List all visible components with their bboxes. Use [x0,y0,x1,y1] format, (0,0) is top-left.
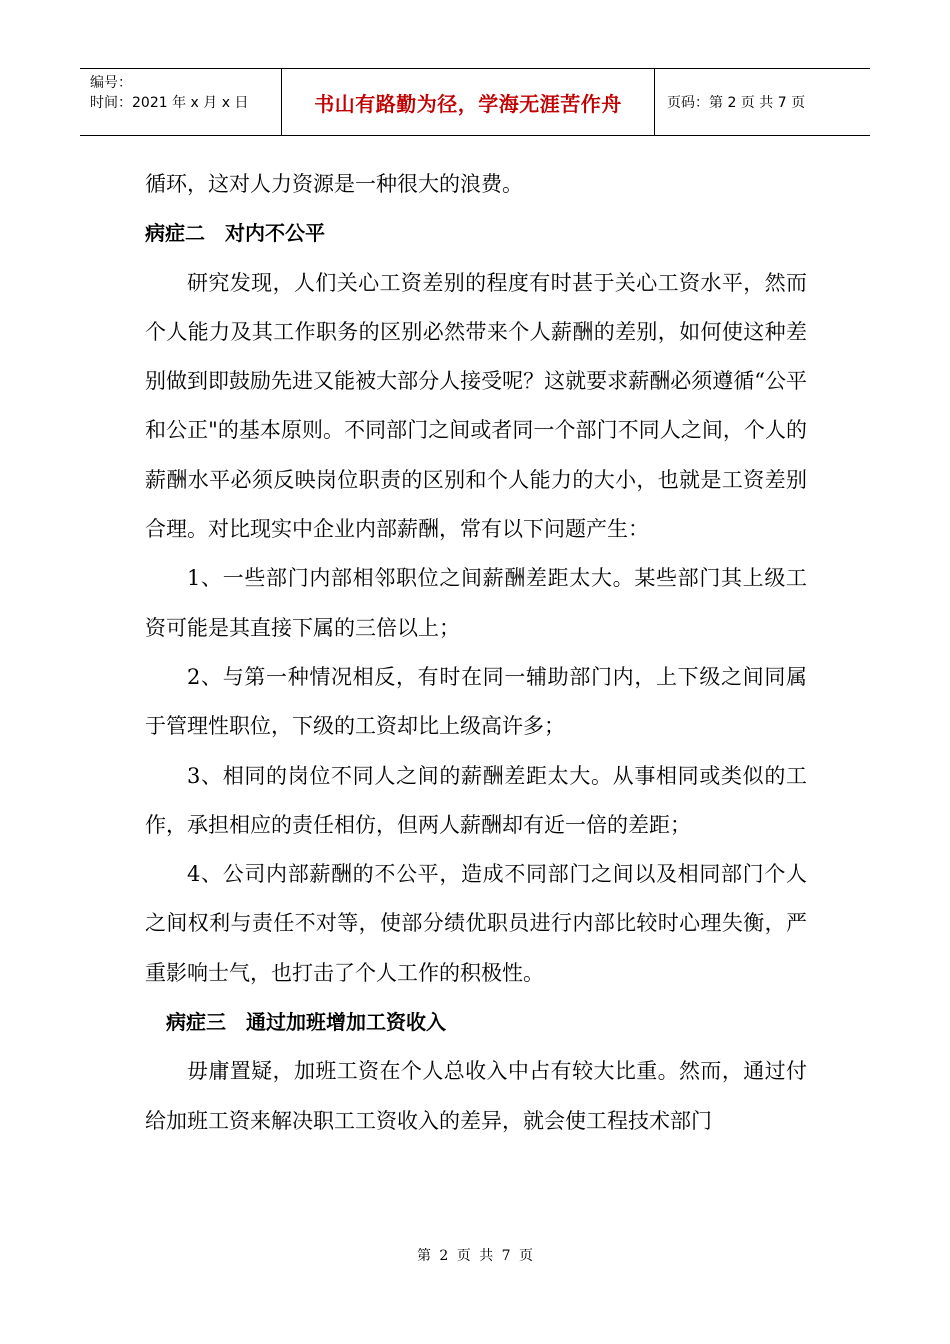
doc-date-label: 时间：2021 年 x 月 x 日 [90,95,249,111]
paragraph: 研究发现，人们关心工资差别的程度有时甚于关心工资水平，然而个人能力及其工作职务的区别必然带来个人薪酬的差别，如何使这种差别做到即鼓励先进又能被大部分人接受呢？这就要求薪酬必须遵循“公平和公正"的基本原则。不同部门之间或者同一个部门不同人之间，个人的薪酬水平必须反映岗位职责的区别和个人能力的大小，也就是工资差别合理。对比现实中企业内部薪酬，常有以下问题产生： [145,270,807,542]
section-heading-symptom-3: 病症三 通过加班增加工资收入 [166,1010,446,1035]
list-item: 1、一些部门内部相邻职位之间薪酬差距太大。某些部门其上级工资可能是其直接下属的三倍以上； [145,566,807,640]
list-item: 3、相同的岗位不同人之间的薪酬差距太大。从事相同或类似的工作，承担相应的责任相仿，但两人薪酬却有近一倍的差距； [145,763,807,837]
list-item: 2、与第一种情况相反，有时在同一辅助部门内，上下级之间同属于管理性职位，下级的工资却比上级高许多； [145,664,807,739]
header-info-cell [80,69,282,135]
section-heading-symptom-2: 病症二 对内不公平 [145,221,325,246]
list-item: 4、公司内部薪酬的不公平，造成不同部门之间以及相同部门个人之间权利与责任不对等，使部分绩优职员进行内部比较时心理失衡，严重影响士气，也打击了个人工作的积极性。 [145,862,807,985]
header-table [80,68,870,136]
page-footer: 第 2 页 共 7 页 [416,1248,534,1264]
paragraph-continuation: 循环，这对人力资源是一种很大的浪费。 [145,172,523,196]
header-page-code: 页码：第 2 页 共 7 页 [667,95,806,111]
document-body [145,160,807,1146]
header-motto: 书山有路勤为径，学海无涯苦作舟 [282,69,655,135]
doc-number-label: 编号： [90,75,132,91]
paragraph: 毋庸置疑，加班工资在个人总收入中占有较大比重。然而，通过付给加班工资来解决职工工资收入的差异，就会使工程技术部门 [145,1059,807,1133]
